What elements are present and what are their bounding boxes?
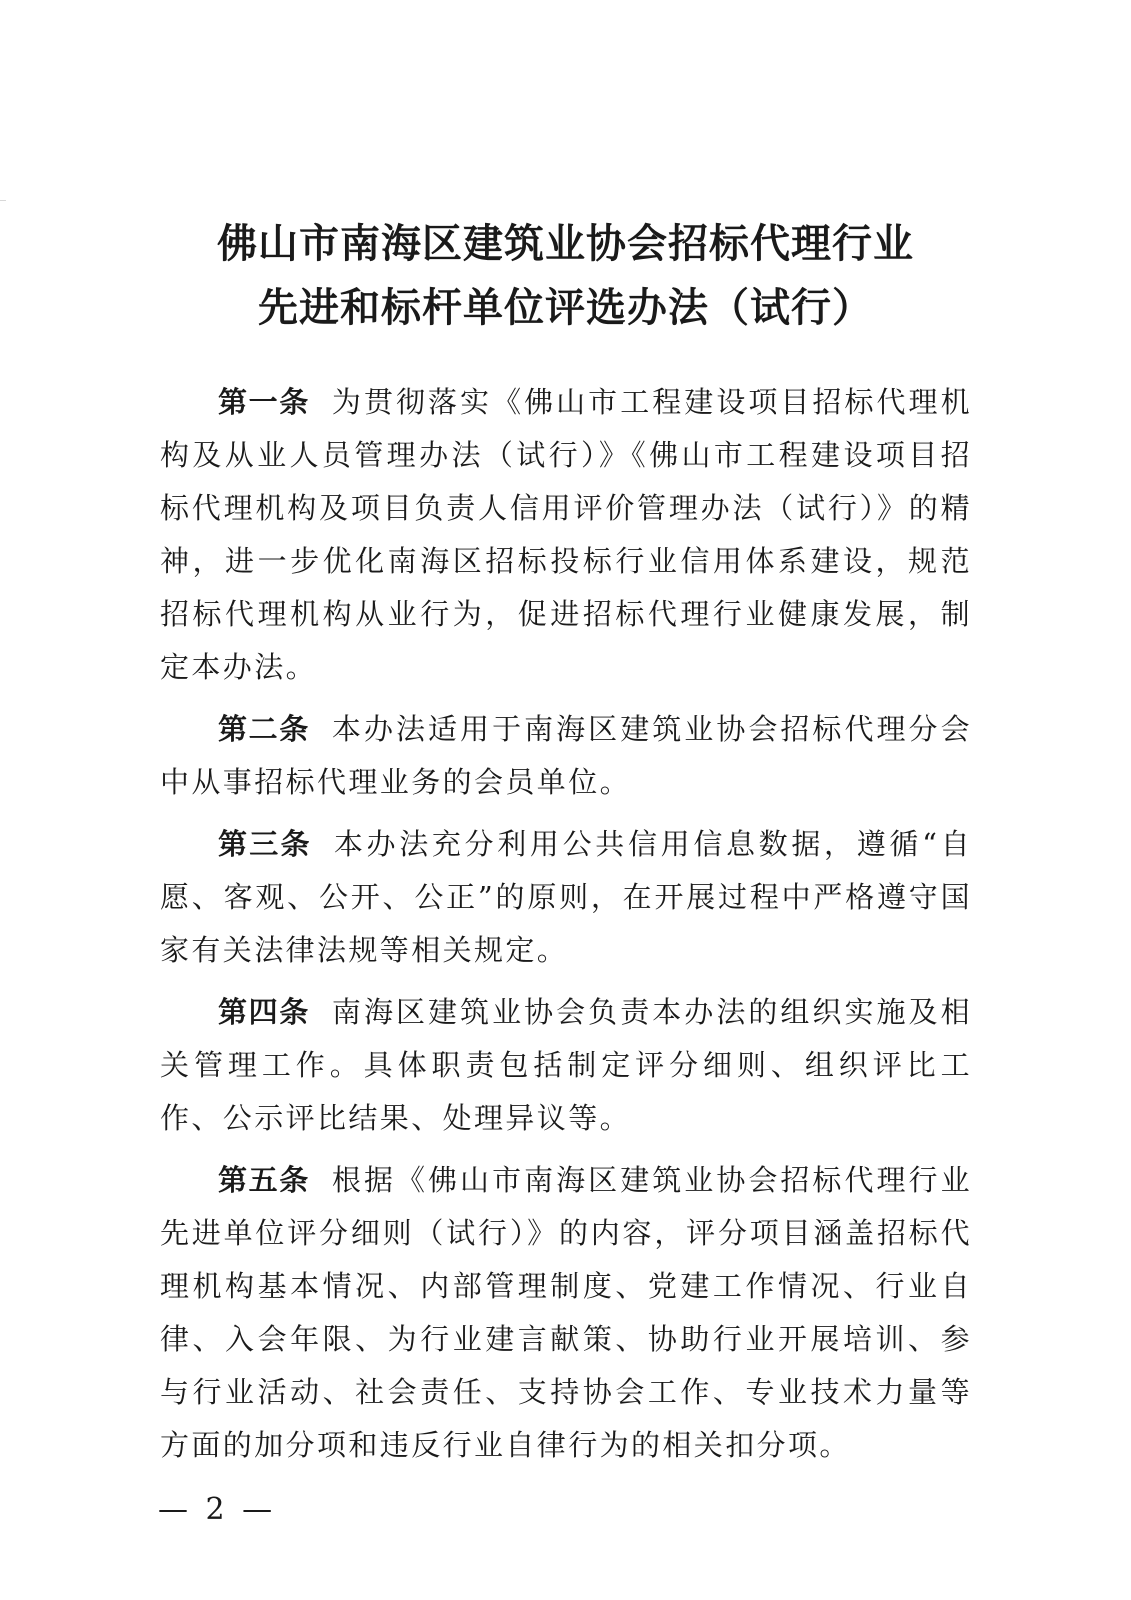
article-text: 本办法适用于南海区建筑业协会招标代理分会中从事招标代理业务的会员单位。 (160, 712, 972, 799)
article-1 (160, 376, 972, 694)
article-label: 第二条 (218, 712, 310, 746)
article-2 (160, 703, 972, 809)
document-title (150, 212, 981, 340)
page-number: — 2 — (158, 1492, 277, 1527)
margin-mark (0, 200, 6, 201)
title-line-1: 佛山市南海区建筑业协会招标代理行业 (217, 221, 914, 267)
article-4 (160, 986, 972, 1145)
article-text: 南海区建筑业协会负责本办法的组织实施及相关管理工作。具体职责包括制定评分细则、组织评比工作、公示评比结果、处理异议等。 (160, 995, 972, 1135)
article-label: 第一条 (218, 385, 310, 419)
article-text: 本办法充分利用公共信用信息数据，遵循“自愿、客观、公开、公正”的原则，在开展过程中严格遵守国家有关法律法规等相关规定。 (160, 827, 972, 967)
article-5 (160, 1154, 972, 1472)
article-text: 为贯彻落实《佛山市工程建设项目招标代理机构及从业人员管理办法（试行）》《佛山市工程建设项目招标代理机构及项目负责人信用评价管理办法（试行）》的精神，进一步优化南海区招标投标行业信用体系建设，规范招标代理机构从业行为，促进招标代理行业健康发展，制定本办法。 (160, 385, 972, 684)
document-body (160, 376, 972, 1481)
article-label: 第三条 (218, 827, 312, 861)
article-3 (160, 818, 972, 977)
article-text: 根据《佛山市南海区建筑业协会招标代理行业先进单位评分细则（试行）》的内容，评分项目涵盖招标代理机构基本情况、内部管理制度、党建工作情况、行业自律、入会年限、为行业建言献策、协助行业开展培训、参与行业活动、社会责任、支持协会工作、专业技术力量等方面的加分项和违反行业自律行为的相关扣分项。 (160, 1163, 972, 1462)
article-label: 第四条 (218, 995, 310, 1029)
title-line-2: 先进和标杆单位评选办法（试行） (258, 285, 873, 331)
article-label: 第五条 (218, 1163, 310, 1197)
